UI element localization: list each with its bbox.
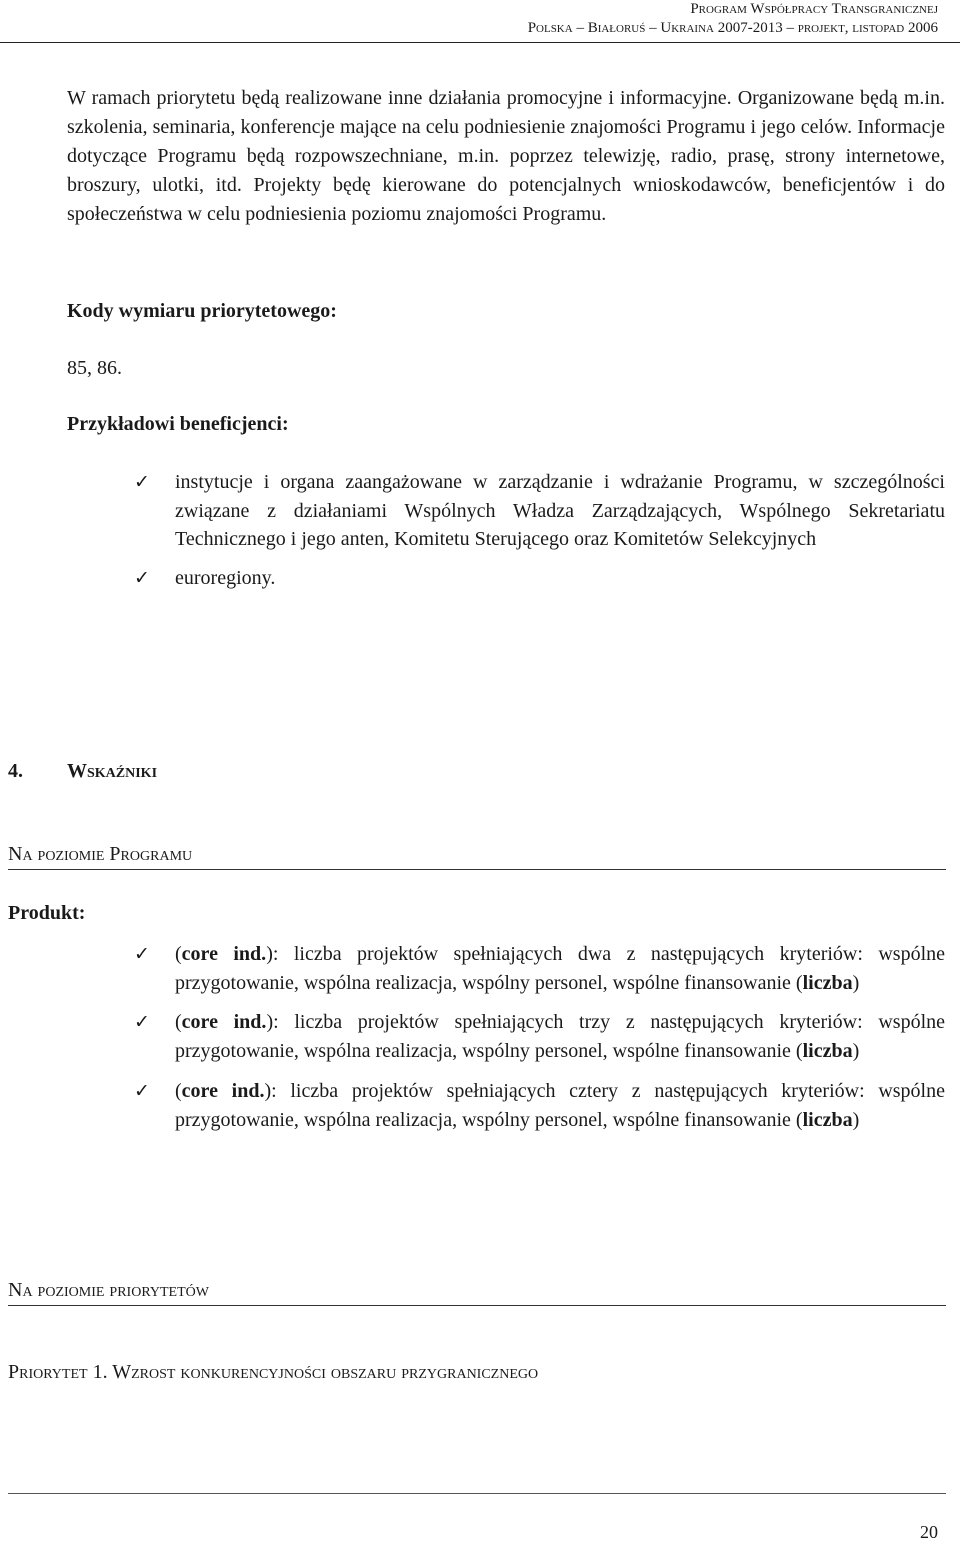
level-program-heading: Na poziomie Programu bbox=[8, 843, 193, 865]
level-program-rule bbox=[8, 869, 946, 870]
indicator-text: ): liczba projektów spełniających cztery z następujących kryteriów: wspólne przygotowanie, wspólna realizacja, wspólny personel, wspólne finansowanie ( bbox=[175, 1079, 945, 1131]
codes-value: 85, 86. bbox=[67, 357, 122, 379]
list-item: ✓ (core ind.): liczba projektów spełniających trzy z następujących kryteriów: wspólne przygotowanie, wspólna realizacja, wspólny personel, wspólne finansowanie (liczba) bbox=[175, 1008, 945, 1065]
header-line-1: Program Współpracy Transgranicznej bbox=[690, 1, 938, 17]
checkmark-icon: ✓ bbox=[134, 471, 150, 493]
checkmark-icon: ✓ bbox=[134, 1079, 150, 1102]
checkmark-icon: ✓ bbox=[134, 943, 150, 965]
produkt-label: Produkt: bbox=[8, 902, 86, 924]
list-item-text: euroregiony. bbox=[175, 567, 276, 590]
list-item: ✓ (core ind.): liczba projektów spełniających cztery z następujących kryteriów: wspólne przygotowanie, wspólna realizacja, wspólny personel, wspólne finansowanie (liczba) bbox=[175, 1077, 945, 1134]
intro-paragraph: W ramach priorytetu będą realizowane inne działania promocyjne i informacyjne. Organizowane będą m.in. szkolenia, seminaria, konferencje mające na celu podniesienie znajomości Programu i jego celów. Informacje dotyczące Programu będą rozpowszechniane, m.in. poprzez telewizję, radio, prasę, strony internetowe, broszury, ulotki, itd. Projekty będę kierowane do potencjalnych wnioskodawców, beneficjentów i do społeczeństwa w celu podniesienia poziomu znajomości Programu. bbox=[67, 87, 945, 225]
beneficiaries-list bbox=[134, 468, 945, 593]
indicator-unit: liczba bbox=[802, 1040, 853, 1063]
indicator-text: ): liczba projektów spełniających trzy z następujących kryteriów: wspólne przygotowanie, wspólna realizacja, wspólny personel, wspólne finansowanie ( bbox=[175, 1011, 945, 1063]
indicators-list bbox=[134, 940, 946, 1134]
list-item-text: instytucje i organa zaangażowane w zarządzanie i wdrażanie Programu, w szczególności związane z działaniami Wspólnych Władza Zarządzających, Wspólnego Sekretariatu Technicznego i jego anten, Komitetu Sterującego oraz Komitetów Selekcyjnych bbox=[175, 471, 945, 551]
checkmark-icon: ✓ bbox=[134, 1011, 150, 1034]
section-4-number: 4. bbox=[8, 760, 23, 782]
page-header bbox=[528, 0, 938, 38]
core-ind-tag: core ind. bbox=[181, 943, 267, 965]
footer-divider bbox=[8, 1493, 946, 1494]
core-ind-tag: core ind. bbox=[181, 1079, 265, 1102]
header-divider bbox=[0, 42, 960, 43]
list-item bbox=[134, 564, 945, 593]
checkmark-icon: ✓ bbox=[134, 567, 150, 590]
core-ind-tag: core ind. bbox=[181, 1011, 267, 1034]
indicator-close: ) bbox=[852, 971, 860, 994]
level-priorities-heading: Na poziomie priorytetów bbox=[8, 1279, 209, 1301]
indicator-text: ): liczba projektów spełniających dwa z następujących kryteriów: wspólne przygotowanie, wspólna realizacja, wspólny personel, wspólne finansowanie ( bbox=[175, 943, 946, 994]
level-priorities-rule bbox=[8, 1305, 946, 1306]
indicator-close: ) bbox=[852, 1108, 860, 1131]
list-item bbox=[134, 468, 945, 554]
indicator-unit: liczba bbox=[802, 1108, 853, 1131]
beneficiaries-heading: Przykładowi beneficjenci: bbox=[67, 413, 289, 435]
section-4-title: Wskaźniki bbox=[67, 760, 158, 782]
codes-heading: Kody wymiaru priorytetowego: bbox=[67, 300, 337, 322]
priority-title: Priorytet 1. Wzrost konkurencyjności obszaru przygranicznego bbox=[8, 1361, 539, 1383]
page-number: 20 bbox=[920, 1522, 938, 1542]
indicator-unit: liczba bbox=[802, 971, 853, 994]
list-item: ✓ (core ind.): liczba projektów spełniających dwa z następujących kryteriów: wspólne przygotowanie, wspólna realizacja, wspólny personel, wspólne finansowanie (liczba) bbox=[175, 940, 945, 997]
indicator-close: ) bbox=[852, 1040, 860, 1063]
header-line-2: Polska – Białoruś – Ukraina 2007-2013 – projekt, listopad 2006 bbox=[527, 20, 938, 36]
